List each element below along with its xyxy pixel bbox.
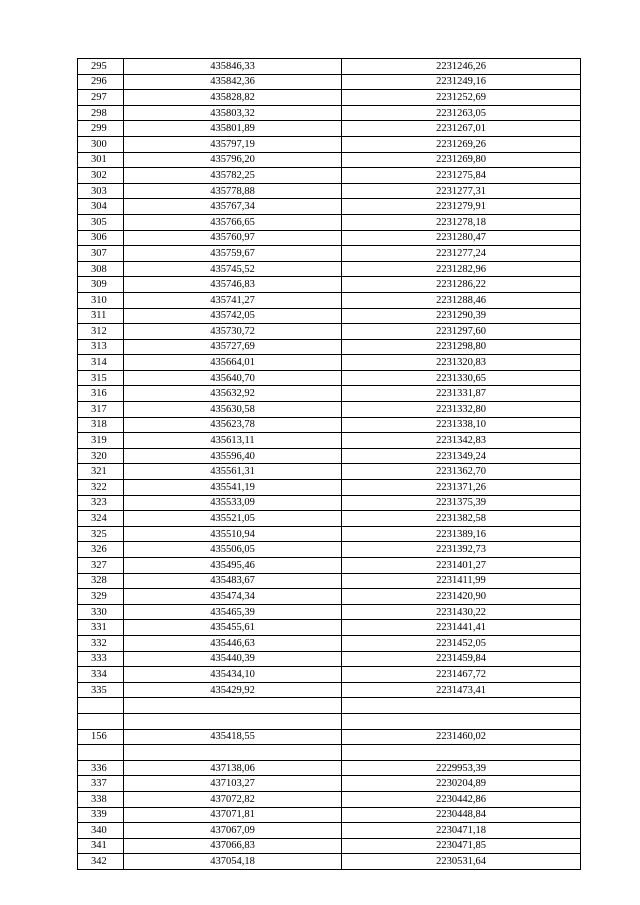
x-coordinate-cell: 435429,92	[124, 682, 342, 698]
y-coordinate-cell: 2229953,39	[342, 760, 581, 776]
y-coordinate-cell: 2230531,64	[342, 854, 581, 870]
table-row	[78, 838, 581, 854]
table-row	[78, 402, 581, 418]
y-coordinate-cell	[342, 713, 581, 729]
point-number-cell: 317	[78, 402, 124, 418]
table-row	[78, 308, 581, 324]
point-number-cell: 321	[78, 464, 124, 480]
x-coordinate-cell: 435541,19	[124, 480, 342, 496]
table-row	[78, 651, 581, 667]
x-coordinate-cell: 435630,58	[124, 402, 342, 418]
table-row	[78, 667, 581, 683]
y-coordinate-cell: 2231277,24	[342, 246, 581, 262]
x-coordinate-cell: 435782,25	[124, 168, 342, 184]
point-number-cell: 311	[78, 308, 124, 324]
table-row	[78, 246, 581, 262]
point-number-cell: 309	[78, 277, 124, 293]
point-number-cell: 338	[78, 791, 124, 807]
x-coordinate-cell: 435474,34	[124, 589, 342, 605]
point-number-cell: 303	[78, 183, 124, 199]
y-coordinate-cell: 2231249,16	[342, 74, 581, 90]
y-coordinate-cell: 2231401,27	[342, 558, 581, 574]
y-coordinate-cell: 2231452,05	[342, 635, 581, 651]
x-coordinate-cell: 435664,01	[124, 355, 342, 371]
table-row	[78, 74, 581, 90]
x-coordinate-cell: 435440,39	[124, 651, 342, 667]
table-row	[78, 635, 581, 651]
x-coordinate-cell: 435846,33	[124, 59, 342, 75]
point-number-cell	[78, 698, 124, 714]
point-number-cell: 304	[78, 199, 124, 215]
table-row	[78, 324, 581, 340]
x-coordinate-cell: 435742,05	[124, 308, 342, 324]
y-coordinate-cell: 2231320,83	[342, 355, 581, 371]
y-coordinate-cell: 2230448,84	[342, 807, 581, 823]
table-row	[78, 776, 581, 792]
table-row	[78, 168, 581, 184]
table-row	[78, 59, 581, 75]
y-coordinate-cell: 2231278,18	[342, 214, 581, 230]
x-coordinate-cell: 437071,81	[124, 807, 342, 823]
table-row	[78, 433, 581, 449]
y-coordinate-cell: 2231342,83	[342, 433, 581, 449]
y-coordinate-cell: 2231288,46	[342, 292, 581, 308]
x-coordinate-cell: 435483,67	[124, 573, 342, 589]
y-coordinate-cell: 2231297,60	[342, 324, 581, 340]
point-number-cell: 315	[78, 370, 124, 386]
y-coordinate-cell: 2231375,39	[342, 495, 581, 511]
x-coordinate-cell: 435465,39	[124, 604, 342, 620]
point-number-cell: 326	[78, 542, 124, 558]
point-number-cell: 296	[78, 74, 124, 90]
y-coordinate-cell: 2231275,84	[342, 168, 581, 184]
point-number-cell: 324	[78, 511, 124, 527]
x-coordinate-cell: 435446,63	[124, 635, 342, 651]
table-row	[78, 105, 581, 121]
y-coordinate-cell: 2231467,72	[342, 667, 581, 683]
table-row	[78, 152, 581, 168]
point-number-cell: 314	[78, 355, 124, 371]
x-coordinate-cell: 435766,65	[124, 214, 342, 230]
y-coordinate-cell: 2231269,26	[342, 136, 581, 152]
table-row	[78, 183, 581, 199]
table-row	[78, 121, 581, 137]
x-coordinate-cell: 435803,32	[124, 105, 342, 121]
table-row	[78, 495, 581, 511]
x-coordinate-cell: 435495,46	[124, 558, 342, 574]
point-number-cell: 295	[78, 59, 124, 75]
y-coordinate-cell: 2231441,41	[342, 620, 581, 636]
point-number-cell: 306	[78, 230, 124, 246]
y-coordinate-cell: 2230471,18	[342, 823, 581, 839]
point-number-cell: 156	[78, 729, 124, 745]
table-row	[78, 542, 581, 558]
point-number-cell: 301	[78, 152, 124, 168]
point-number-cell: 316	[78, 386, 124, 402]
x-coordinate-cell: 435561,31	[124, 464, 342, 480]
y-coordinate-cell: 2231280,47	[342, 230, 581, 246]
point-number-cell: 328	[78, 573, 124, 589]
point-number-cell	[78, 713, 124, 729]
table-row	[78, 682, 581, 698]
y-coordinate-cell: 2230442,86	[342, 791, 581, 807]
point-number-cell: 335	[78, 682, 124, 698]
table-row	[78, 417, 581, 433]
y-coordinate-cell: 2231263,05	[342, 105, 581, 121]
table-row	[78, 620, 581, 636]
y-coordinate-cell: 2231331,87	[342, 386, 581, 402]
table-row	[78, 292, 581, 308]
y-coordinate-cell: 2231282,96	[342, 261, 581, 277]
point-number-cell: 325	[78, 526, 124, 542]
table-row	[78, 90, 581, 106]
table-row	[78, 604, 581, 620]
point-number-cell	[78, 745, 124, 761]
y-coordinate-cell	[342, 745, 581, 761]
point-number-cell: 341	[78, 838, 124, 854]
table-row	[78, 355, 581, 371]
table-row	[78, 386, 581, 402]
table-row	[78, 370, 581, 386]
x-coordinate-cell: 435727,69	[124, 339, 342, 355]
x-coordinate-cell: 435455,61	[124, 620, 342, 636]
y-coordinate-cell: 2231269,80	[342, 152, 581, 168]
point-number-cell: 318	[78, 417, 124, 433]
x-coordinate-cell: 435506,05	[124, 542, 342, 558]
y-coordinate-cell: 2231252,69	[342, 90, 581, 106]
point-number-cell: 332	[78, 635, 124, 651]
x-coordinate-cell: 435434,10	[124, 667, 342, 683]
x-coordinate-cell: 437054,18	[124, 854, 342, 870]
point-number-cell: 339	[78, 807, 124, 823]
point-number-cell: 308	[78, 261, 124, 277]
point-number-cell: 307	[78, 246, 124, 262]
table-row	[78, 136, 581, 152]
x-coordinate-cell	[124, 713, 342, 729]
y-coordinate-cell: 2231286,22	[342, 277, 581, 293]
coordinates-table-body	[78, 59, 581, 870]
table-row	[78, 480, 581, 496]
y-coordinate-cell: 2231389,16	[342, 526, 581, 542]
x-coordinate-cell: 437066,83	[124, 838, 342, 854]
y-coordinate-cell: 2231279,91	[342, 199, 581, 215]
point-number-cell: 305	[78, 214, 124, 230]
x-coordinate-cell: 435730,72	[124, 324, 342, 340]
x-coordinate-cell: 437072,82	[124, 791, 342, 807]
y-coordinate-cell: 2231460,02	[342, 729, 581, 745]
x-coordinate-cell: 437138,06	[124, 760, 342, 776]
point-number-cell: 302	[78, 168, 124, 184]
x-coordinate-cell: 435418,55	[124, 729, 342, 745]
table-row	[78, 199, 581, 215]
y-coordinate-cell: 2231362,70	[342, 464, 581, 480]
y-coordinate-cell: 2231277,31	[342, 183, 581, 199]
table-row	[78, 698, 581, 714]
table-row	[78, 713, 581, 729]
point-number-cell: 327	[78, 558, 124, 574]
point-number-cell: 331	[78, 620, 124, 636]
point-number-cell: 298	[78, 105, 124, 121]
x-coordinate-cell: 435778,88	[124, 183, 342, 199]
point-number-cell: 320	[78, 448, 124, 464]
y-coordinate-cell: 2231330,65	[342, 370, 581, 386]
x-coordinate-cell	[124, 698, 342, 714]
x-coordinate-cell: 435828,82	[124, 90, 342, 106]
point-number-cell: 319	[78, 433, 124, 449]
table-row	[78, 823, 581, 839]
table-row	[78, 339, 581, 355]
table-row	[78, 589, 581, 605]
x-coordinate-cell: 435613,11	[124, 433, 342, 449]
x-coordinate-cell: 435640,70	[124, 370, 342, 386]
x-coordinate-cell: 435746,83	[124, 277, 342, 293]
table-row	[78, 791, 581, 807]
coordinates-table	[77, 58, 581, 870]
point-number-cell: 334	[78, 667, 124, 683]
table-row	[78, 277, 581, 293]
y-coordinate-cell: 2231290,39	[342, 308, 581, 324]
y-coordinate-cell: 2231430,22	[342, 604, 581, 620]
table-row	[78, 261, 581, 277]
table-row	[78, 558, 581, 574]
y-coordinate-cell: 2231371,26	[342, 480, 581, 496]
x-coordinate-cell: 435745,52	[124, 261, 342, 277]
point-number-cell: 336	[78, 760, 124, 776]
y-coordinate-cell: 2231420,90	[342, 589, 581, 605]
table-row	[78, 854, 581, 870]
x-coordinate-cell: 435842,36	[124, 74, 342, 90]
x-coordinate-cell: 435521,05	[124, 511, 342, 527]
y-coordinate-cell: 2230471,85	[342, 838, 581, 854]
y-coordinate-cell: 2231267,01	[342, 121, 581, 137]
point-number-cell: 340	[78, 823, 124, 839]
y-coordinate-cell: 2231459,84	[342, 651, 581, 667]
x-coordinate-cell: 435796,20	[124, 152, 342, 168]
y-coordinate-cell: 2230204,89	[342, 776, 581, 792]
table-row	[78, 729, 581, 745]
table-row	[78, 760, 581, 776]
table-row	[78, 807, 581, 823]
table-row	[78, 214, 581, 230]
y-coordinate-cell	[342, 698, 581, 714]
point-number-cell: 333	[78, 651, 124, 667]
table-row	[78, 464, 581, 480]
x-coordinate-cell: 435801,89	[124, 121, 342, 137]
table-row	[78, 745, 581, 761]
point-number-cell: 323	[78, 495, 124, 511]
y-coordinate-cell: 2231392,73	[342, 542, 581, 558]
point-number-cell: 312	[78, 324, 124, 340]
point-number-cell: 322	[78, 480, 124, 496]
x-coordinate-cell: 435741,27	[124, 292, 342, 308]
x-coordinate-cell: 435533,09	[124, 495, 342, 511]
x-coordinate-cell: 435759,67	[124, 246, 342, 262]
point-number-cell: 330	[78, 604, 124, 620]
y-coordinate-cell: 2231298,80	[342, 339, 581, 355]
y-coordinate-cell: 2231338,10	[342, 417, 581, 433]
x-coordinate-cell: 437067,09	[124, 823, 342, 839]
x-coordinate-cell: 435632,92	[124, 386, 342, 402]
y-coordinate-cell: 2231411,99	[342, 573, 581, 589]
x-coordinate-cell: 435623,78	[124, 417, 342, 433]
point-number-cell: 342	[78, 854, 124, 870]
point-number-cell: 337	[78, 776, 124, 792]
point-number-cell: 299	[78, 121, 124, 137]
x-coordinate-cell: 435797,19	[124, 136, 342, 152]
point-number-cell: 313	[78, 339, 124, 355]
y-coordinate-cell: 2231349,24	[342, 448, 581, 464]
point-number-cell: 297	[78, 90, 124, 106]
table-row	[78, 230, 581, 246]
point-number-cell: 300	[78, 136, 124, 152]
y-coordinate-cell: 2231382,58	[342, 511, 581, 527]
point-number-cell: 329	[78, 589, 124, 605]
x-coordinate-cell	[124, 745, 342, 761]
x-coordinate-cell: 435767,34	[124, 199, 342, 215]
y-coordinate-cell: 2231473,41	[342, 682, 581, 698]
table-row	[78, 448, 581, 464]
table-row	[78, 511, 581, 527]
x-coordinate-cell: 435510,94	[124, 526, 342, 542]
y-coordinate-cell: 2231332,80	[342, 402, 581, 418]
table-row	[78, 526, 581, 542]
x-coordinate-cell: 435596,40	[124, 448, 342, 464]
x-coordinate-cell: 435760,97	[124, 230, 342, 246]
x-coordinate-cell: 437103,27	[124, 776, 342, 792]
y-coordinate-cell: 2231246,26	[342, 59, 581, 75]
table-row	[78, 573, 581, 589]
point-number-cell: 310	[78, 292, 124, 308]
